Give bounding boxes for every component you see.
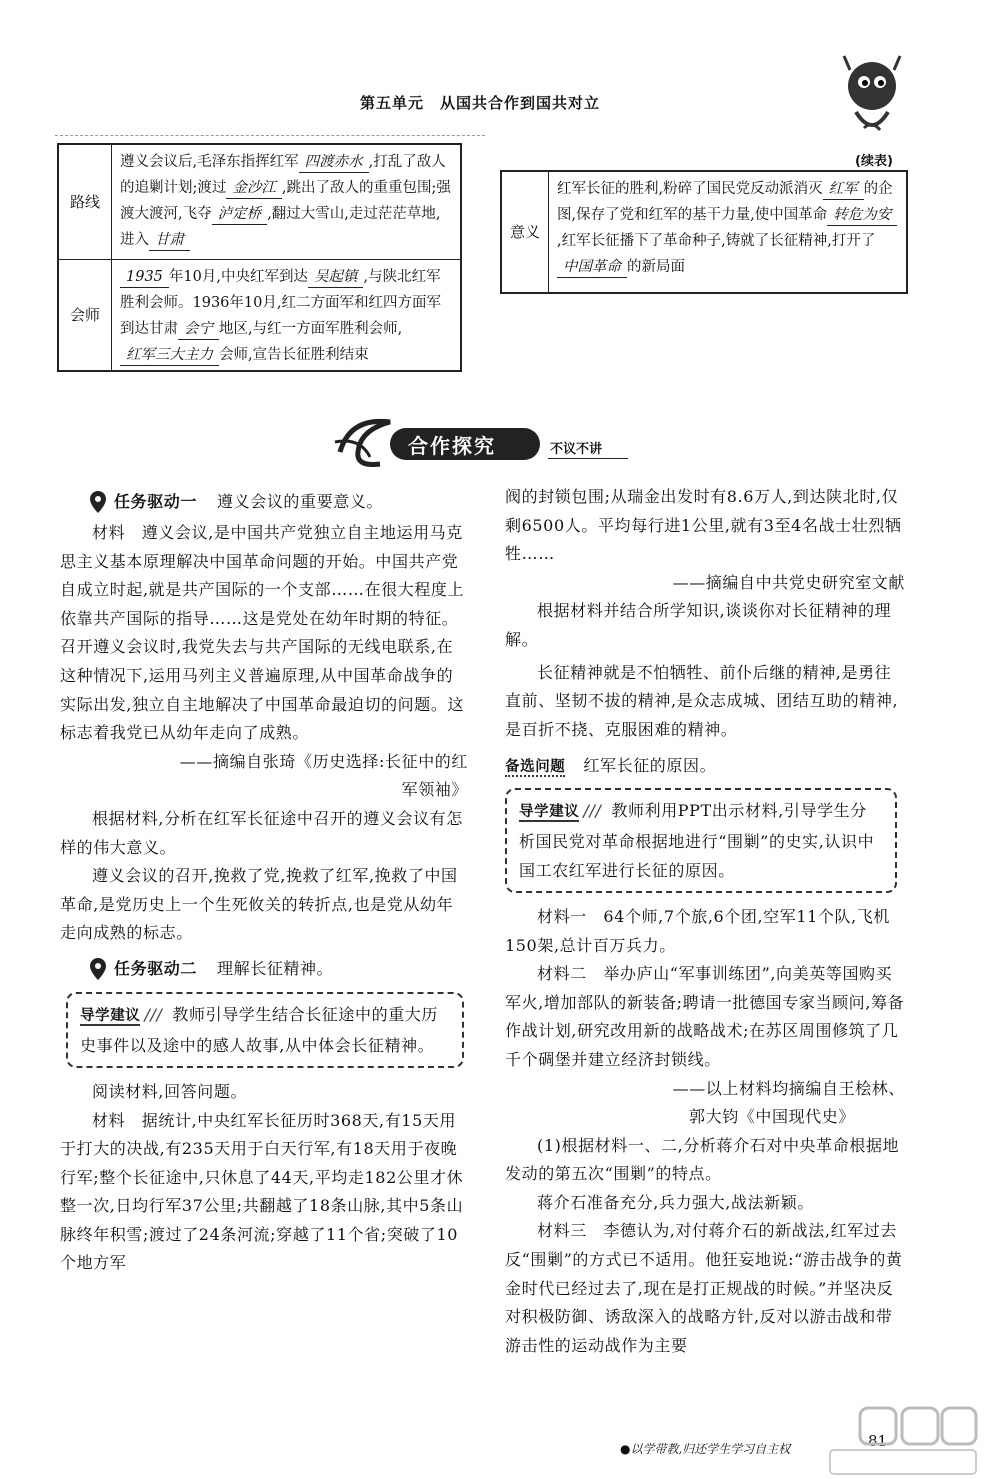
row-label-significance: 意义 bbox=[502, 172, 549, 292]
task-two-title: 任务驱动二 bbox=[114, 958, 198, 978]
question-1: 根据材料,分析在红军长征途中召开的遵义会议有怎样的伟大意义。 bbox=[60, 808, 463, 857]
alternate-tag: 备选问题 bbox=[505, 759, 566, 776]
guide-box-1 bbox=[66, 992, 464, 1068]
task-two-topic: 理解长征精神。 bbox=[217, 958, 334, 978]
unit-title: 第五单元 从国共合作到国共对立 bbox=[360, 94, 601, 112]
mascot-icon bbox=[836, 50, 908, 142]
answer-3: 蒋介石准备充分,兵力强大,战法新颖。 bbox=[537, 1192, 814, 1212]
left-column bbox=[60, 485, 468, 1278]
blank-answer: 甘肃 bbox=[149, 230, 190, 251]
blank-answer: 1935 bbox=[120, 267, 169, 288]
material-two: 材料二 举办庐山“军事训练团”,向美英等国购买军火,增加部队的新装备;聘请一批德国专家当顾问,筹备作战计划,研究改用新的战略战术;在苏区周围修筑了几千个碉堡并建立经济封锁线。 bbox=[505, 964, 905, 1069]
material-2: 材料 据统计,中央红军长征历时368天,有15天用于打大的决战,有235天用于白天行军,有18天用于夜晚行军;整个长征途中,只休息了44天,平均走182公里才休整一次,日均行军37公里;共翻越了18条山脉,其中5条山脉终年积雪;渡过了24条河流;穿越了11个省;突破了10个地方军 bbox=[60, 1110, 464, 1273]
task-one-topic: 遵义会议的重要意义。 bbox=[217, 491, 384, 511]
footer-slogan: ●以学带教,归还学生学习自主权 bbox=[620, 1442, 791, 1456]
banner-underline bbox=[548, 458, 628, 459]
continued-label: (续表) bbox=[855, 154, 893, 169]
blank-answer: 金沙江 bbox=[226, 178, 282, 199]
guide-tag: 导学建议 bbox=[519, 803, 580, 820]
significance-table bbox=[500, 170, 908, 294]
source-1: ——摘编自张琦《历史选择:长征中的红军领袖》 bbox=[179, 751, 468, 800]
read-instruction: 阅读材料,回答问题。 bbox=[92, 1081, 248, 1101]
alternate-question bbox=[505, 752, 905, 782]
route-text: 遵义会议后,毛泽东指挥红军 四渡赤水 ,打乱了敌人的追剿计划;渡过 金沙江 ,跳出了敌人的重重包围;强渡大渡河,飞夺 泸定桥 ,翻过大雪山,走过茫茫草地,进入 甘肃 bbox=[112, 145, 460, 259]
row-label-route: 路线 bbox=[59, 145, 112, 259]
page-number: 81 bbox=[868, 1432, 888, 1450]
blank-answer: 吴起镇 bbox=[308, 267, 364, 288]
guide-box-2 bbox=[505, 788, 897, 893]
source-3b: 郭大钧《中国现代史》 bbox=[688, 1107, 855, 1127]
blank-answer: 红军 bbox=[823, 179, 864, 200]
material-three: 材料三 李德认为,对付蒋介石的新战法,红军过去反“围剿”的方式已不适用。他狂妄地说:“游击战争的黄金时代已经过去了,现在是打正规战的时候。”并坚决反对积极防御、诱敌深入的战略方针,反对以游击战和带游击性的运动战作为主要 bbox=[505, 1221, 903, 1355]
task-one-title: 任务驱动一 bbox=[114, 491, 198, 511]
guide-slashes: /// bbox=[583, 800, 602, 820]
blank-answer: 转危为安 bbox=[827, 205, 897, 226]
source-3a: ——以上材料均摘编自王桧林、 bbox=[672, 1078, 905, 1098]
significance-text: 红军长征的胜利,粉碎了国民党反动派消灭 红军 的企图,保存了党和红军的基干力量,使中国革命 转危为安,红军长征播下了革命种子,铸就了长征精神,打开了中国革命 的新局面 bbox=[549, 172, 906, 292]
question-3: (1)根据材料一、二,分析蒋介石对中央革命根据地发动的第五次“围剿”的特点。 bbox=[505, 1135, 900, 1184]
right-column bbox=[505, 483, 905, 1360]
blank-answer: 四渡赤水 bbox=[299, 152, 369, 173]
guide-slashes: /// bbox=[144, 1004, 163, 1024]
watermark-icon bbox=[820, 1400, 980, 1478]
route-table bbox=[57, 143, 462, 372]
section-banner bbox=[330, 412, 630, 474]
material-1: 材料 遵义会议,是中国共产党独立自主地运用马克思主义基本原理解决中国革命问题的开始。中国共产党自成立时起,就是共产国际的一个支部……在很大程度上依靠共产国际的指导……这是党处在幼年时期的特征。召开遵义会议时,我党失去与共产国际的无线电联系,在这种情况下,运用马列主义普遍原理,从中国革命战争的实际出发,独立自主地解决了中国革命最迫切的问题。这标志着我党已从幼年走向了成熟。 bbox=[60, 523, 465, 743]
guide-text: 教师引导学生结合长征途中的重大历史事件以及途中的感人故事,从中体会长征精神。 bbox=[80, 1004, 438, 1055]
alternate-text: 红军长征的原因。 bbox=[583, 756, 717, 776]
guide-tag: 导学建议 bbox=[80, 1007, 141, 1024]
material-one: 材料一 64个师,7个旅,6个团,空军11个队,飞机150架,总计百万兵力。 bbox=[505, 906, 891, 955]
answer-2: 长征精神就是不怕牺牲、前仆后继的精神,是勇往直前、坚韧不拔的精神,是众志成城、团结互助的精神,是百折不挠、克服困难的精神。 bbox=[505, 662, 899, 739]
location-pin-icon bbox=[90, 958, 106, 980]
banner-subtitle: 不议不讲 bbox=[550, 442, 603, 457]
location-pin-icon bbox=[90, 491, 106, 513]
blank-answer: 泸定桥 bbox=[212, 204, 268, 225]
task-two bbox=[90, 952, 468, 986]
source-2: ——摘编自中共党史研究室文献 bbox=[672, 572, 905, 592]
row-label-meet: 会师 bbox=[59, 260, 112, 370]
answer-1: 遵义会议的召开,挽救了党,挽救了红军,挽救了中国革命,是党历史上一个生死攸关的转折点,也是党从幼年走向成熟的标志。 bbox=[60, 866, 458, 943]
material-2-continued: 阀的封锁包围;从瑞金出发时有8.6万人,到达陕北时,仅剩6500人。平均每行进1公里,就有3至4名战士壮烈牺牲…… bbox=[505, 487, 902, 564]
meet-text: 1935 年10月,中央红军到达 吴起镇 ,与陕北红军胜利会师。1936年10月,红二方面军和红四方面军到达甘肃 会宁 地区,与红一方面军胜利会师,红军三大主力 会师,宣告长征胜利结束 bbox=[112, 260, 460, 370]
blank-answer: 红军三大主力 bbox=[120, 345, 219, 366]
header-divider bbox=[55, 135, 485, 136]
question-2: 根据材料并结合所学知识,谈谈你对长征精神的理解。 bbox=[505, 601, 892, 649]
banner-title: 合作探究 bbox=[408, 434, 496, 458]
task-one bbox=[90, 485, 468, 519]
blank-answer: 中国革命 bbox=[557, 257, 627, 278]
blank-answer: 会宁 bbox=[178, 319, 219, 340]
guide-text: 教师利用PPT出示材料,引导学生分析国民党对革命根据地进行“围剿”的史实,认识中国工农红军进行长征的原因。 bbox=[519, 800, 875, 880]
